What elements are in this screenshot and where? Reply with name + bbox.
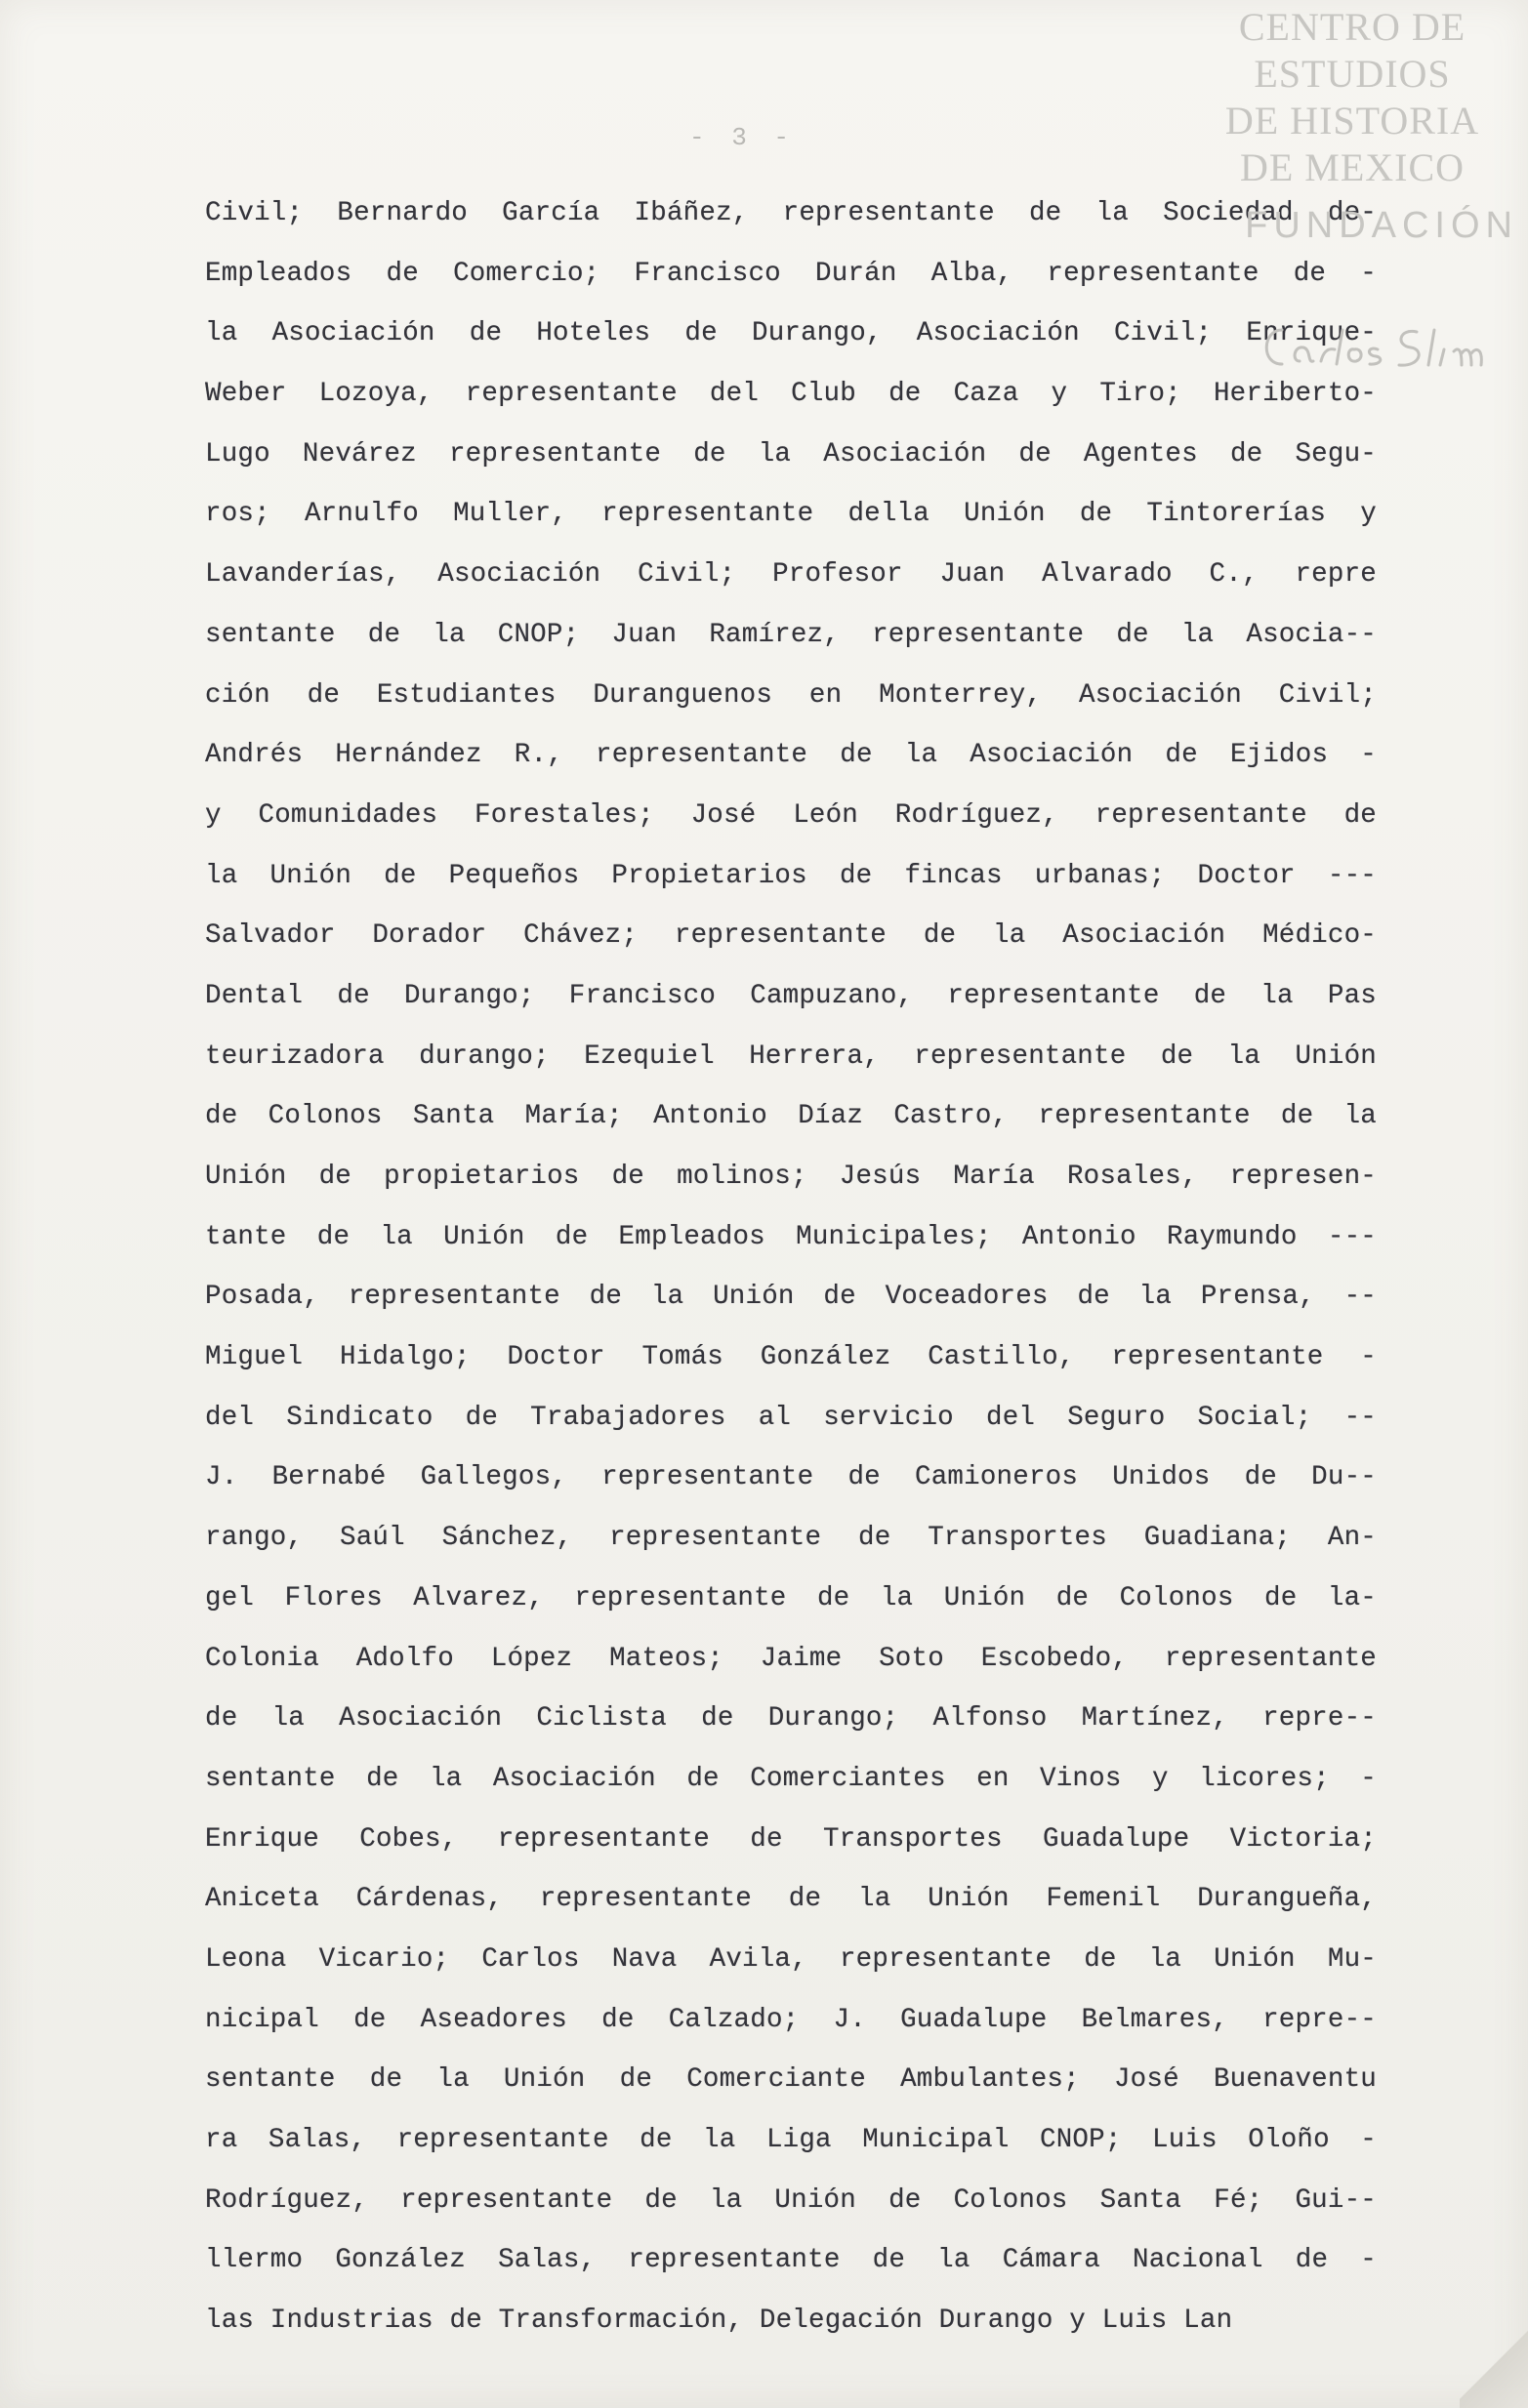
text-line: J. Bernabé Gallegos, representante de Camioneros Unidos de Du--	[205, 1462, 1377, 1493]
text-line: Rodríguez, representante de la Unión de Colonos Santa Fé; Gui--	[205, 2184, 1377, 2216]
text-line: ra Salas, representante de la Liga Municipal CNOP; Luis Oloño -	[205, 2125, 1377, 2155]
text-line: Lavanderías, Asociación Civil; Profesor Juan Alvarado C., repre	[205, 559, 1377, 591]
text-line: Dental de Durango; Francisco Campuzano, representante de la Pas	[205, 980, 1377, 1011]
text-line: la Asociación de Hoteles de Durango, Asociación Civil; Enrique-	[205, 318, 1377, 349]
text-line: Aniceta Cárdenas, representante de la Unión Femenil Durangueña,	[205, 1884, 1377, 1915]
page-number: - 3 -	[688, 123, 795, 152]
text-line: la Unión de Pequeños Propietarios de fincas urbanas; Doctor ---	[205, 860, 1377, 891]
text-line: Miguel Hidalgo; Doctor Tomás González Castillo, representante -	[205, 1342, 1377, 1373]
text-line: de Colonos Santa María; Antonio Díaz Castro, representante de la	[205, 1101, 1377, 1132]
text-line: Civil; Bernardo García Ibáñez, representante de la Sociedad de-	[205, 198, 1377, 228]
text-line: Lugo Nevárez representante de la Asociación de Agentes de Segu-	[205, 438, 1377, 469]
text-line: tante de la Unión de Empleados Municipales; Antonio Raymundo ---	[205, 1221, 1377, 1252]
signature-logo-icon	[1253, 310, 1507, 379]
text-line: rango, Saúl Sánchez, representante de Transportes Guadiana; An-	[205, 1523, 1377, 1554]
text-line: del Sindicato de Trabajadores al servicio del Seguro Social; --	[205, 1402, 1377, 1433]
text-line: Unión de propietarios de molinos; Jesús María Rosales, represen-	[205, 1162, 1377, 1192]
text-line: Posada, representante de la Unión de Voceadores de la Prensa, --	[205, 1282, 1377, 1313]
archive-watermark	[1186, 4, 1518, 248]
page-corner-fold	[1460, 2320, 1528, 2408]
text-line: sentante de la CNOP; Juan Ramírez, representante de la Asocia--	[205, 619, 1377, 650]
text-line: Colonia Adolfo López Mateos; Jaime Soto Escobedo, representante	[205, 1643, 1377, 1674]
text-line: sentante de la Unión de Comerciante Ambulantes; José Buenaventu	[205, 2064, 1377, 2096]
watermark-line-4: DE MEXICO	[1239, 145, 1466, 189]
text-line: Leona Vicario; Carlos Nava Avila, representante de la Unión Mu-	[205, 1943, 1377, 1975]
watermark-line-1: CENTRO DE	[1238, 5, 1466, 49]
text-line: las Industrias de Transformación, Delegación Durango y Luis Lan	[205, 2306, 1233, 2337]
watermark-fundacion: FUNDACIÓN	[1245, 205, 1518, 246]
text-line: Weber Lozoya, representante del Club de Caza y Tiro; Heriberto-	[205, 379, 1377, 410]
text-line: y Comunidades Forestales; José León Rodríguez, representante de	[205, 799, 1377, 831]
text-line: Salvador Dorador Chávez; representante de la Asociación Médico-	[205, 920, 1377, 952]
document-body	[205, 184, 1377, 2351]
text-line: llermo González Salas, representante de la Cámara Nacional de -	[205, 2245, 1377, 2276]
watermark-line-2: ESTUDIOS	[1254, 52, 1451, 96]
text-line: gel Flores Alvarez, representante de la Unión de Colonos de la-	[205, 1582, 1377, 1613]
text-line: Empleados de Comercio; Francisco Durán Alba, representante de -	[205, 258, 1377, 289]
text-line: Andrés Hernández R., representante de la Asociación de Ejidos -	[205, 740, 1377, 771]
watermark-line-3: DE HISTORIA	[1224, 99, 1480, 143]
text-line: ros; Arnulfo Muller, representante della Unión de Tintorerías y	[205, 499, 1377, 530]
text-line: Enrique Cobes, representante de Transportes Guadalupe Victoria;	[205, 1823, 1377, 1855]
text-line: nicipal de Aseadores de Calzado; J. Guadalupe Belmares, repre--	[205, 2004, 1377, 2035]
text-line: sentante de la Asociación de Comerciantes en Vinos y licores; -	[205, 1763, 1377, 1794]
text-line: de la Asociación Ciclista de Durango; Alfonso Martínez, repre--	[205, 1703, 1377, 1735]
text-line: ción de Estudiantes Duranguenos en Monterrey, Asociación Civil;	[205, 679, 1377, 711]
text-line: teurizadora durango; Ezequiel Herrera, representante de la Unión	[205, 1041, 1377, 1072]
